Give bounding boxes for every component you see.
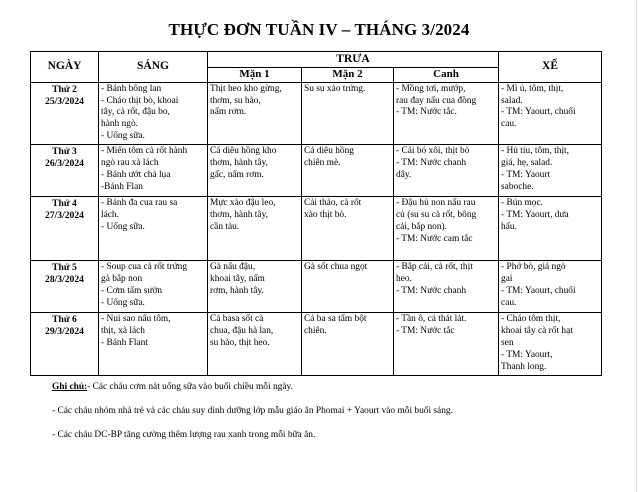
- menu-row: [31, 313, 602, 376]
- breakfast-line: ngò rau xà lách: [101, 158, 159, 169]
- man1-cell: [208, 261, 302, 313]
- header-breakfast: SÁNG: [99, 52, 208, 83]
- canh-cell: [394, 261, 499, 313]
- header-canh: Canh: [394, 67, 499, 82]
- snack-cell: [499, 145, 602, 197]
- menu-row: [31, 197, 602, 261]
- snack-line: Thanh long.: [501, 362, 547, 372]
- man1-line: rơm, hành tây.: [210, 286, 264, 297]
- breakfast-cell: [99, 197, 208, 261]
- canh-line: cải, bắp non).: [396, 222, 448, 233]
- snack-line: gai: [501, 274, 513, 285]
- snack-line: - Hủ tíu, tôm, thịt,: [501, 146, 569, 157]
- breakfast-line: gà bắp non: [101, 274, 143, 285]
- note-line-1: [52, 382, 293, 392]
- canh-cell: [394, 313, 499, 376]
- man1-line: cần tàu.: [210, 222, 240, 233]
- canh-cell: [394, 197, 499, 261]
- header-snack: XẾ: [499, 52, 602, 83]
- snack-line: - TM: Yaourt, dưa: [501, 210, 569, 221]
- canh-line: - TM: Nước chanh: [396, 158, 467, 169]
- breakfast-cell: [99, 313, 208, 376]
- man1-cell: [208, 197, 302, 261]
- day-date: 27/3/2024: [45, 210, 84, 222]
- man2-line: Gà sốt chua ngọt: [304, 262, 368, 273]
- snack-line: - TM: Yaourt, chuối: [501, 107, 576, 118]
- day-name: Thứ 5: [52, 262, 77, 274]
- day-cell: [31, 145, 99, 197]
- day-cell: [31, 261, 99, 313]
- snack-cell: [499, 82, 602, 145]
- snack-line: sen: [501, 338, 514, 349]
- man2-line: xào thịt bò.: [304, 210, 347, 221]
- canh-line: - Tần ô, cá thát lát.: [396, 314, 467, 325]
- day-date: 26/3/2024: [45, 158, 84, 170]
- breakfast-line: - Soup cua cà rốt trứng: [101, 262, 188, 273]
- breakfast-cell: [99, 82, 208, 145]
- breakfast-line: - Nui sao nấu tôm,: [101, 314, 171, 325]
- menu-table: [30, 51, 602, 376]
- breakfast-line: lách.: [101, 210, 119, 221]
- canh-line: - TM: Nước tắc: [396, 326, 455, 337]
- page-title: THỰC ĐƠN TUẦN IV – THÁNG 3/2024: [168, 20, 470, 39]
- notes-label: Ghi chú:: [52, 382, 88, 392]
- canh-line: - Cải bó xôi, thịt bò: [396, 146, 470, 157]
- snack-line: hấu.: [501, 222, 517, 233]
- canh-cell: [394, 82, 499, 145]
- snack-line: - TM: Yaourt: [501, 170, 551, 181]
- breakfast-line: - Uống sữa.: [101, 298, 145, 309]
- day-name: Thứ 2: [52, 83, 77, 95]
- man1-line: gấc, nấm rơm.: [210, 170, 264, 181]
- breakfast-line: - Bánh ướt chả lụa: [101, 170, 171, 181]
- breakfast-line: hành ngò.: [101, 119, 138, 130]
- breakfast-line: - Cơm tấm sườn: [101, 286, 163, 297]
- breakfast-line: tây, cà rốt, đậu bo,: [101, 107, 170, 118]
- note-text-1: - Các cháu cơm nát uống sữa vào buổi chiều mỗi ngày.: [87, 382, 293, 392]
- snack-line: - Bún mọc.: [501, 198, 543, 209]
- man1-line: thơm, hành tây,: [210, 210, 268, 221]
- canh-line: - TM: Nước chanh: [396, 286, 467, 297]
- snack-line: - Phở bò, giá ngò: [501, 262, 566, 273]
- man1-line: Cá basa sốt cà: [210, 314, 264, 325]
- canh-line: dây.: [396, 170, 412, 181]
- header-lunch: TRƯA: [208, 52, 499, 68]
- day-cell: [31, 313, 99, 376]
- day-date: 28/3/2024: [45, 274, 84, 286]
- canh-line: heo.: [396, 274, 412, 285]
- snack-cell: [499, 197, 602, 261]
- breakfast-line: - Uống sữa.: [101, 131, 145, 142]
- man1-line: Mực xào đậu leo,: [210, 198, 276, 209]
- breakfast-cell: [99, 145, 208, 197]
- man1-line: khoai tây, nấm: [210, 274, 265, 285]
- canh-line: - TM: Nước cam tắc: [396, 234, 473, 245]
- breakfast-line: thịt, xà lách: [101, 326, 145, 337]
- snack-line: saboche.: [501, 182, 534, 193]
- man1-line: su hào, thịt heo.: [210, 338, 270, 349]
- man1-line: thơm, hành tây,: [210, 158, 268, 169]
- man2-line: chiên mè.: [304, 158, 341, 169]
- day-name: Thứ 3: [52, 146, 77, 158]
- breakfast-cell: [99, 261, 208, 313]
- snack-line: cau.: [501, 119, 517, 130]
- day-name: Thứ 4: [52, 198, 77, 210]
- man1-line: nấm rơm.: [210, 107, 247, 118]
- note-line-2: - Các cháu nhóm nhà trẻ và các cháu suy dinh dưỡng lớp mẫu giáo ăn Phomai + Yaourt vào mỗi buổi sáng.: [52, 406, 453, 416]
- canh-cell: [394, 145, 499, 197]
- snack-cell: [499, 261, 602, 313]
- day-date: 25/3/2024: [45, 95, 84, 107]
- man1-line: Cá diêu hồng kho: [210, 146, 277, 157]
- snack-line: khoai tây cà rốt hạt: [501, 326, 573, 337]
- canh-line: - Bắp cải, cà rốt, thịt: [396, 262, 473, 273]
- breakfast-line: -Bánh Flan: [101, 182, 143, 193]
- snack-line: - Mì ủ, tôm, thịt,: [501, 83, 564, 94]
- snack-line: - TM: Yaourt,: [501, 350, 553, 361]
- breakfast-line: - Miến tôm cà rốt hành: [101, 146, 188, 157]
- man2-cell: [302, 82, 394, 145]
- man2-cell: [302, 261, 394, 313]
- man1-cell: [208, 313, 302, 376]
- canh-line: rau đay nấu cua đồng: [396, 95, 477, 106]
- menu-row: [31, 261, 602, 313]
- header-man1: Mặn 1: [208, 67, 302, 82]
- breakfast-line: - Cháo thịt bò, khoai: [101, 95, 179, 106]
- note-line-3: - Các cháu DC-BP tăng cường thêm lượng rau xanh trong mỗi bữa ăn.: [52, 430, 316, 440]
- man1-line: thơm, su hào,: [210, 95, 261, 106]
- canh-line: củ (su su cà rốt, bông: [396, 210, 477, 221]
- canh-line: - Mồng tơi, mướp,: [396, 83, 466, 94]
- snack-line: cau.: [501, 298, 517, 309]
- header-man2: Mặn 2: [302, 67, 394, 82]
- header-day: NGÀY: [31, 52, 99, 83]
- man2-line: Cá ba sa tẩm bột: [304, 314, 367, 325]
- man1-line: Gà nấu đậu,: [210, 262, 256, 273]
- man1-line: Thịt heo kho gừng,: [210, 83, 282, 94]
- man1-cell: [208, 145, 302, 197]
- breakfast-line: - Uống sữa.: [101, 222, 145, 233]
- man2-cell: [302, 313, 394, 376]
- man2-line: chiên.: [304, 326, 327, 337]
- breakfast-line: - Bánh đa cua rau sa: [101, 198, 178, 209]
- day-cell: [31, 82, 99, 145]
- breakfast-line: - Bánh bông lan: [101, 83, 162, 94]
- menu-row: [31, 82, 602, 145]
- man2-line: Cá diêu hồng: [304, 146, 354, 157]
- man2-cell: [302, 145, 394, 197]
- menu-row: [31, 145, 602, 197]
- canh-line: - Đậu hủ non nấu rau: [396, 198, 476, 209]
- snack-cell: [499, 313, 602, 376]
- snack-line: - Cháo tôm thịt,: [501, 314, 561, 325]
- canh-line: - TM: Nước tắc.: [396, 107, 457, 118]
- man2-cell: [302, 197, 394, 261]
- snack-line: giá, hẹ, salad.: [501, 158, 553, 169]
- day-date: 29/3/2024: [45, 326, 84, 338]
- day-name: Thứ 6: [52, 314, 77, 326]
- day-cell: [31, 197, 99, 261]
- snack-line: - TM: Yaourt, chuối: [501, 286, 576, 297]
- man1-cell: [208, 82, 302, 145]
- breakfast-line: - Bánh Flant: [101, 338, 148, 349]
- man1-line: chua, đậu hà lan,: [210, 326, 274, 337]
- snack-line: salad.: [501, 95, 523, 106]
- man2-line: Su su xào trứng.: [304, 83, 366, 94]
- man2-line: Cải thảo, cà rốt: [304, 198, 362, 209]
